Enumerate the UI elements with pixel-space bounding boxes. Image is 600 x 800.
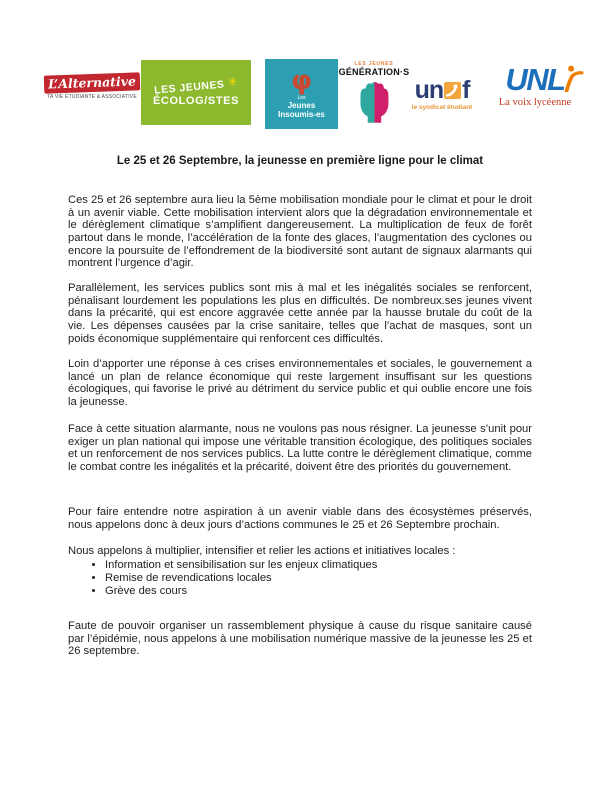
jeunes-ecologistes-line1	[153, 74, 238, 96]
unl-figure-icon	[562, 64, 584, 97]
alternative-wordmark: L’Alternative	[44, 72, 141, 93]
unef-wordmark	[415, 78, 470, 103]
sunflower-icon: ✳	[226, 74, 239, 90]
actions-list-intro: Nous appelons à multiplier, intensifier et relier les actions et initiatives locales :	[68, 545, 456, 557]
actions-list-section	[68, 545, 532, 598]
list-item: • Information et sensibilisation sur les enjeux climatiques	[105, 559, 532, 572]
logo-jeunes-insoumis	[265, 59, 338, 129]
paragraph-1: Ces 25 et 26 septembre aura lieu la 5ème mobilisation mondiale pour le climat et pour le droit à un avenir viable. Cette mobilisation intervient alors que la dégradation environnementale et le dérèglement climatique s’amplifient dangereusement. La multiplication de feux de forêt partout dans le monde, l’accélération de la fonte des glaces, l’augmentation des cyclones ou encore la poursuite de l’effondrement de la biodiversité sont autant de signaux alarmants qui montrent l’urgence d’agir.	[68, 194, 532, 270]
logo-alternative	[44, 74, 140, 100]
unl-tagline: La voix lycéenne	[498, 97, 572, 108]
phi-icon: φ	[290, 65, 313, 97]
paragraph-4: Face à cette situation alarmante, nous ne voulons pas nous résigner. La jeunesse s’unit pour exiger un plan national qui impose une véritable transition écologique, des politiques sociales et un renforcement de nos services publics. La lutte contre le dérèglement climatique, comme le combat contre les inégalités et la précarité, doivent être des priorités du gouvernement.	[68, 423, 532, 473]
closing-paragraph: Faute de pouvoir organiser un rassemblement physique à cause du risque sanitaire causé par l’épidémie, nous appelons à une mobilisation numérique massive de la jeunesse les 25 et 26 septembre.	[68, 620, 532, 658]
jeunes-ecologistes-line2: ÉCOLOG/STES	[152, 95, 240, 107]
list-item: • Remise de revendications locales	[105, 572, 532, 585]
generations-wordmark: GÉNÉRATION·S	[338, 67, 410, 77]
jeunes-ecologistes-line1-text: LES JEUNES	[153, 78, 225, 97]
unef-tagline: le syndicat étudiant	[411, 104, 473, 111]
unef-figure-icon	[444, 82, 461, 99]
generations-small-text: LES JEUNES	[354, 61, 394, 67]
list-item: • Grève des cours	[105, 585, 532, 598]
logo-unl	[484, 64, 586, 108]
unef-letter-f: f	[462, 76, 470, 104]
actions-list	[68, 559, 532, 598]
paragraph-2: Parallèlement, les services publics sont mis à mal et les inégalités sociales se renforcent, pénalisant lourdement les populations les plus en difficultés. De nombreux.ses jeunes vivent dans la précarité, qui est encore aggravée cette année par la hausse brutale du coût de la vie. Les dépenses causées par la crise sanitaire, telles que l’achat de masques, sont un poids économique supplémentaire qui renforcent ces difficultés.	[68, 282, 532, 345]
paragraph-5: Pour faire entendre notre aspiration à un avenir viable dans des écosystèmes préservés, nous appelons donc à deux jours d’actions communes le 25 et 26 Septembre prochain.	[68, 506, 532, 531]
document-title: Le 25 et 26 Septembre, la jeunesse en première ligne pour le climat	[116, 155, 484, 167]
jeunes-insoumis-les: Les	[297, 95, 306, 102]
alternative-tagline: TA VIE ÉTUDIANTE & ASSOCIATIVE	[47, 93, 137, 100]
logo-jeunes-ecologistes	[141, 60, 251, 125]
raised-fist-icon	[356, 79, 392, 125]
jeunes-insoumis-line1: Jeunes	[287, 101, 316, 111]
paragraph-3: Loin d’apporter une réponse à ces crises environnementales et sociales, le gouvernement a lancé un plan de relance économique qui reste largement insuffisant sur les questions écologiques, qui favorise le privé au détriment du service public et qui oublie encore une fois la jeunesse.	[68, 358, 532, 408]
logo-unef	[398, 78, 486, 111]
unef-letters-un: un	[414, 76, 444, 104]
jeunes-insoumis-line2: Insoumis-es	[278, 110, 325, 120]
unl-wordmark: UNL	[505, 62, 565, 97]
